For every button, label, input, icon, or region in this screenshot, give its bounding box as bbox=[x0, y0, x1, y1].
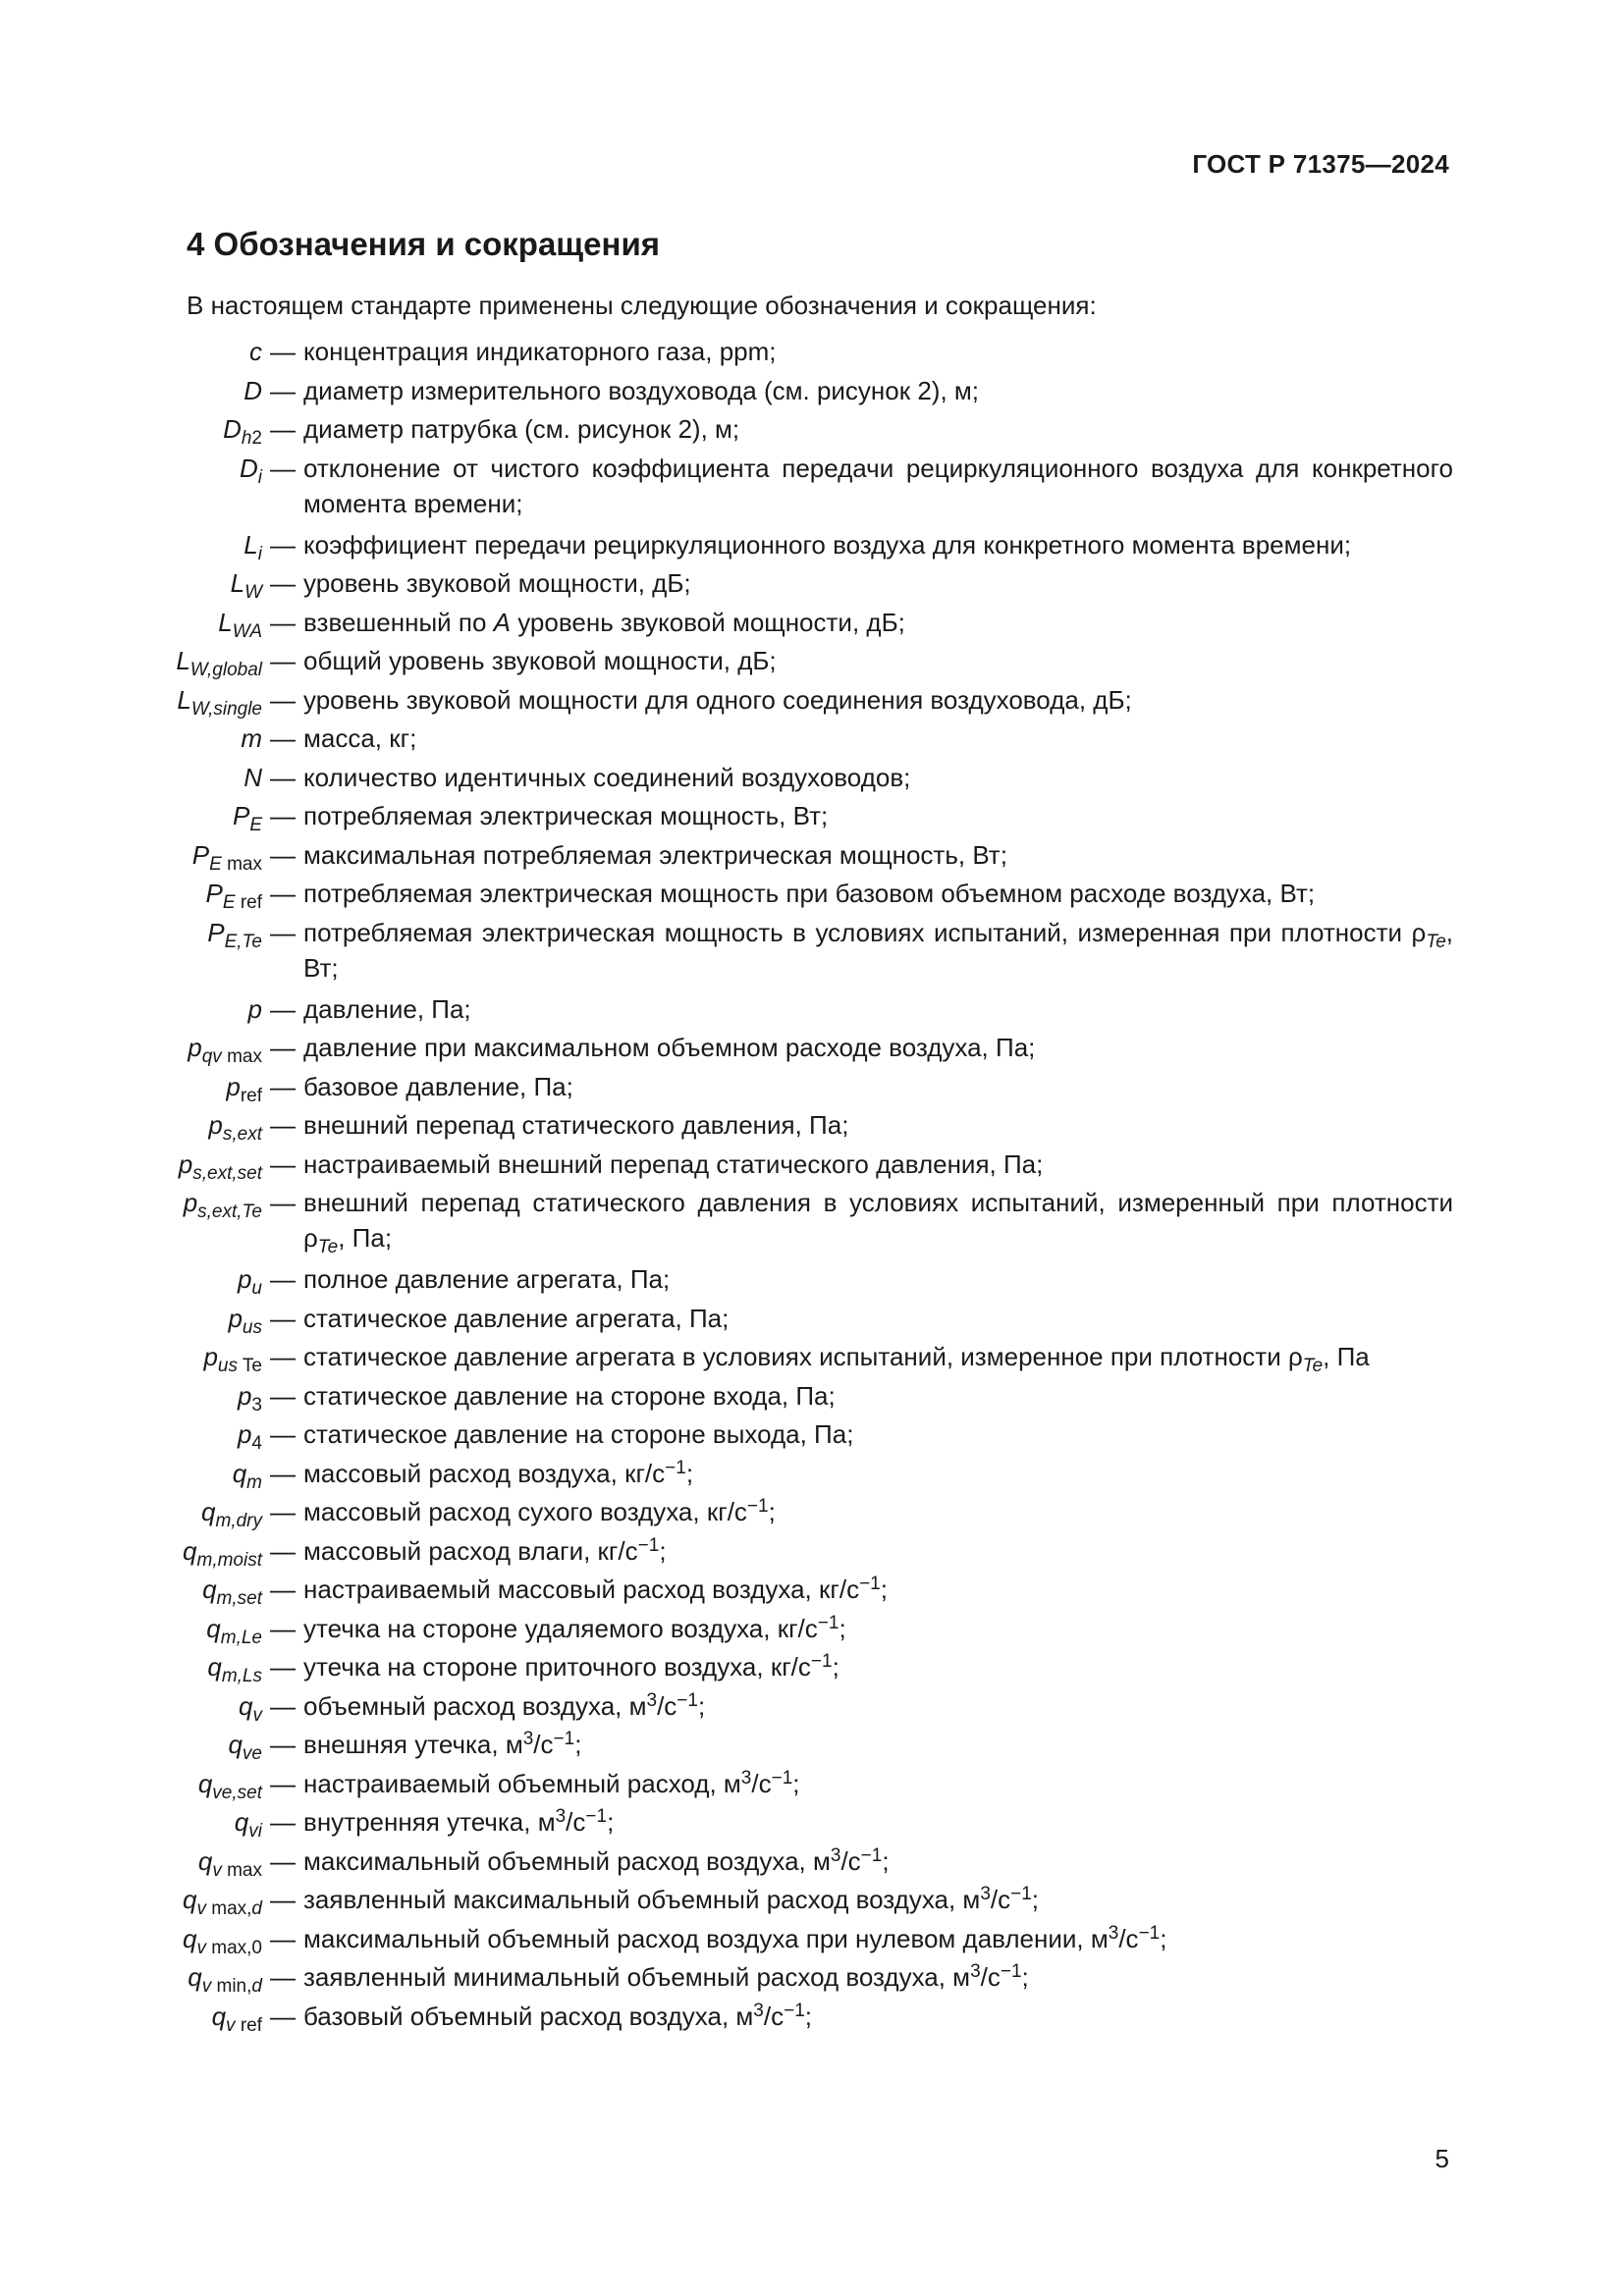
definition-symbol: $L_W$ bbox=[230, 568, 262, 603]
definition-text: потребляемая электрическая мощность, Вт; bbox=[303, 801, 829, 830]
definition-dash: — bbox=[270, 1807, 296, 1837]
definition-dash: — bbox=[270, 2001, 296, 2031]
definition-symbol: p bbox=[247, 993, 262, 1024]
definition-symbol: $q_{m,dry}$ bbox=[201, 1497, 262, 1531]
definition-text: заявленный максимальный объемный расход воздуха, $м^3/с^{-1}$; bbox=[303, 1884, 1040, 1914]
definition-symbol: D bbox=[244, 375, 262, 405]
definition-dash: — bbox=[270, 1188, 296, 1217]
definition-item bbox=[147, 991, 1453, 1031]
definition-text: отклонение от чистого коэффициента передачи рециркуляционного воздуха для конкретного момента времени; bbox=[303, 453, 1453, 518]
definition-text: потребляемая электрическая мощность в условиях испытаний, измеренная при плотности $\rho_{Te}$, Вт; bbox=[303, 917, 1453, 983]
definition-dash: — bbox=[270, 1613, 296, 1643]
definition-dash: — bbox=[270, 1303, 296, 1333]
definition-item bbox=[147, 1185, 1453, 1261]
definition-text: уровень звуковой мощности для одного соединения воздуховода, дБ; bbox=[303, 684, 1132, 715]
definition-item bbox=[147, 915, 1453, 991]
definition-symbol: $P_{E ref}$ bbox=[205, 879, 262, 913]
definition-item bbox=[147, 1147, 1453, 1186]
definition-item bbox=[147, 1416, 1453, 1456]
definition-dash: — bbox=[270, 646, 296, 675]
definition-item bbox=[147, 760, 1453, 799]
definition-item bbox=[147, 1882, 1453, 1921]
definition-item bbox=[147, 1456, 1453, 1495]
definition-symbol: $P_{E max}$ bbox=[191, 839, 262, 875]
definition-symbol: $q_{v max,0}$ bbox=[183, 1923, 262, 1958]
definition-item bbox=[147, 411, 1453, 451]
definition-symbol: $q_{m,Le}$ bbox=[206, 1613, 262, 1648]
definition-dash: — bbox=[270, 762, 296, 792]
definition-symbol: $q_{m,moist}$ bbox=[183, 1535, 262, 1571]
definition-symbol: $q_v$ bbox=[239, 1690, 262, 1726]
definition-text: внутренняя утечка, $м^3/с^{-1}$; bbox=[303, 1806, 615, 1837]
definition-text: базовое давление, Па; bbox=[303, 1071, 573, 1101]
definition-text: настраиваемый объемный расход, $м^3/с^{-1}$; bbox=[303, 1767, 800, 1798]
definition-symbol: $p_{us}$ bbox=[228, 1303, 262, 1338]
definition-text: давление, Па; bbox=[303, 993, 471, 1024]
definition-item bbox=[147, 451, 1453, 527]
definition-symbol: $L_{W,global}$ bbox=[176, 646, 262, 680]
definition-symbol: $D_i$ bbox=[239, 453, 262, 488]
definition-symbol: $q_{v ref}$ bbox=[211, 2001, 262, 2036]
definition-item bbox=[147, 682, 1453, 721]
definition-item bbox=[147, 1261, 1453, 1301]
definition-text: массовый расход воздуха, $кг/с^{-1}$; bbox=[303, 1457, 694, 1488]
definition-symbol: $p_{us Te}$ bbox=[203, 1342, 262, 1376]
definition-item bbox=[147, 605, 1453, 644]
definition-text: статическое давление агрегата, Па; bbox=[303, 1303, 730, 1333]
definition-dash: — bbox=[270, 993, 296, 1024]
definition-symbol: $P_{E,Te}$ bbox=[207, 917, 262, 952]
definition-item bbox=[147, 373, 1453, 412]
definition-dash: — bbox=[270, 879, 296, 908]
section-title: 4 Обозначения и сокращения bbox=[187, 226, 660, 262]
definition-dash: — bbox=[270, 1652, 296, 1682]
definition-symbol: $p_u$ bbox=[237, 1264, 262, 1299]
definition-item bbox=[147, 1999, 1453, 2038]
definition-symbol: $q_{m,Ls}$ bbox=[207, 1652, 262, 1686]
definition-item bbox=[147, 1649, 1453, 1688]
definition-text: общий уровень звуковой мощности, дБ; bbox=[303, 646, 777, 675]
definition-item bbox=[147, 1572, 1453, 1611]
definition-dash: — bbox=[270, 1962, 296, 1992]
definition-dash: — bbox=[270, 1535, 296, 1566]
definition-text: статическое давление на стороне выхода, Па; bbox=[303, 1419, 854, 1449]
definition-item bbox=[147, 1921, 1453, 1960]
definition-item bbox=[147, 1611, 1453, 1650]
definition-dash: — bbox=[270, 723, 296, 753]
definition-text: концентрация индикаторного газа, ppm; bbox=[303, 337, 777, 366]
definition-text: давление при максимальном объемном расходе воздуха, Па; bbox=[303, 1033, 1036, 1062]
definition-symbol: $L_{WA}$ bbox=[218, 607, 262, 642]
definition-dash: — bbox=[270, 1110, 296, 1140]
definition-symbol: $p_{s,ext,set}$ bbox=[178, 1148, 262, 1184]
definition-item bbox=[147, 837, 1453, 877]
definition-dash: — bbox=[270, 1497, 296, 1526]
definition-item bbox=[147, 1378, 1453, 1417]
definition-text: взвешенный по A уровень звуковой мощности, дБ; bbox=[303, 607, 905, 637]
definition-item bbox=[147, 1804, 1453, 1843]
definition-dash: — bbox=[270, 1730, 296, 1759]
definition-text: коэффициент передачи рециркуляционного воздуха для конкретного момента времени; bbox=[303, 529, 1352, 560]
definition-dash: — bbox=[270, 568, 296, 598]
definition-text: базовый объемный расход воздуха, $м^3/с^{-1}$; bbox=[303, 2000, 812, 2031]
definition-dash: — bbox=[270, 1575, 296, 1604]
definition-dash: — bbox=[270, 1923, 296, 1953]
definition-item bbox=[147, 1533, 1453, 1573]
definition-text: утечка на стороне приточного воздуха, $кг/с^{-1}$; bbox=[303, 1651, 839, 1682]
definition-symbol: $p_4$ bbox=[237, 1419, 262, 1454]
definition-dash: — bbox=[270, 1033, 296, 1062]
definition-symbol: $p_{ref}$ bbox=[226, 1071, 262, 1106]
definition-item bbox=[147, 1959, 1453, 1999]
definition-text: полное давление агрегата, Па; bbox=[303, 1264, 671, 1294]
definition-item bbox=[147, 527, 1453, 566]
definition-symbol: c bbox=[249, 337, 262, 366]
definition-text: максимальный объемный расход воздуха, $м^3/с^{-1}$; bbox=[303, 1844, 890, 1876]
definition-text: потребляемая электрическая мощность при базовом объемном расходе воздуха, Вт; bbox=[303, 879, 1316, 908]
definitions-list bbox=[147, 334, 1453, 2037]
definition-dash: — bbox=[270, 684, 296, 715]
definition-item bbox=[147, 876, 1453, 915]
definition-dash: — bbox=[270, 1380, 296, 1411]
definition-text: объемный расход воздуха, $м^3/с^{-1}$; bbox=[303, 1689, 706, 1721]
section-intro: В настоящем стандарте применены следующие обозначения и сокращения: bbox=[187, 291, 1097, 320]
definition-symbol: $q_{vi}$ bbox=[234, 1807, 262, 1842]
definition-item bbox=[147, 643, 1453, 682]
definition-dash: — bbox=[270, 1845, 296, 1876]
definition-dash: — bbox=[270, 1148, 296, 1179]
definition-symbol: $L_{W,single}$ bbox=[177, 684, 262, 720]
definition-text: заявленный минимальный объемный расход воздуха, $м^3/с^{-1}$; bbox=[303, 1961, 1029, 1992]
definition-symbol: $P_E$ bbox=[232, 801, 262, 835]
definition-dash: — bbox=[270, 917, 296, 947]
definition-symbol: m bbox=[241, 723, 262, 753]
definition-item bbox=[147, 1688, 1453, 1728]
definition-text: настраиваемый массовый расход воздуха, $кг/с^{-1}$; bbox=[303, 1574, 888, 1604]
definition-symbol: $q_{v max,d}$ bbox=[183, 1885, 262, 1919]
definition-symbol: $p_{s,ext,Te}$ bbox=[183, 1188, 262, 1222]
definition-item bbox=[147, 1069, 1453, 1108]
definition-dash: — bbox=[270, 607, 296, 637]
definition-dash: — bbox=[270, 1419, 296, 1449]
definition-text: максимальный объемный расход воздуха при нулевом давлении, $м^3/с^{-1}$; bbox=[303, 1922, 1167, 1953]
definition-symbol: $q_{v max}$ bbox=[197, 1845, 262, 1881]
definition-dash: — bbox=[270, 1458, 296, 1488]
definition-symbol: $q_{v min,d}$ bbox=[188, 1962, 262, 1997]
page-number: 5 bbox=[1435, 2144, 1449, 2173]
definition-item bbox=[147, 1843, 1453, 1883]
definition-dash: — bbox=[270, 1264, 296, 1294]
document-code: ГОСТ Р 71375—2024 bbox=[1192, 149, 1449, 179]
definition-item bbox=[147, 798, 1453, 837]
definition-dash: — bbox=[270, 839, 296, 870]
definition-dash: — bbox=[270, 1885, 296, 1914]
definition-symbol: $p_3$ bbox=[237, 1380, 262, 1415]
definition-item bbox=[147, 1766, 1453, 1805]
definition-text: внешний перепад статического давления в условиях испытаний, измеренный при плотности $\rho_{Te}$, Па; bbox=[303, 1188, 1453, 1257]
definition-dash: — bbox=[270, 337, 296, 366]
definition-text: максимальная потребляемая электрическая мощность, Вт; bbox=[303, 839, 1007, 870]
definition-text: диаметр измерительного воздуховода (см. рисунок 2), м; bbox=[303, 375, 980, 405]
definition-dash: — bbox=[270, 1071, 296, 1101]
definition-dash: — bbox=[270, 375, 296, 405]
definition-text: количество идентичных соединений воздуховодов; bbox=[303, 762, 911, 792]
definition-symbol: $q_{m,set}$ bbox=[202, 1575, 262, 1609]
definition-text: внешний перепад статического давления, Па; bbox=[303, 1110, 849, 1140]
definition-item bbox=[147, 721, 1453, 760]
definition-item bbox=[147, 565, 1453, 605]
definition-symbol: $p_{qv max}$ bbox=[188, 1033, 262, 1067]
definition-text: статическое давление на стороне входа, Па; bbox=[303, 1380, 836, 1411]
definition-item bbox=[147, 1107, 1453, 1147]
definition-dash: — bbox=[270, 1690, 296, 1721]
definition-item bbox=[147, 1339, 1453, 1378]
definition-text: масса, кг; bbox=[303, 723, 417, 753]
definition-item bbox=[147, 1301, 1453, 1340]
definition-symbol: $q_{ve,set}$ bbox=[197, 1768, 262, 1803]
definition-dash: — bbox=[270, 529, 296, 560]
definition-text: статическое давление агрегата в условиях испытаний, измеренное при плотности $\rho_{Te}$, Па bbox=[303, 1342, 1370, 1376]
definition-dash: — bbox=[270, 1768, 296, 1798]
definition-text: массовый расход влаги, $кг/с^{-1}$; bbox=[303, 1534, 667, 1566]
definition-item bbox=[147, 334, 1453, 373]
definition-dash: — bbox=[270, 1342, 296, 1371]
definition-symbol: $p_{s,ext}$ bbox=[208, 1110, 262, 1145]
definition-dash: — bbox=[270, 414, 296, 444]
definition-symbol: $D_{h2}$ bbox=[223, 414, 262, 449]
definition-symbol: N bbox=[244, 762, 262, 792]
definition-item bbox=[147, 1494, 1453, 1533]
definition-symbol: $q_{ve}$ bbox=[228, 1730, 262, 1764]
definition-text: уровень звуковой мощности, дБ; bbox=[303, 568, 691, 598]
definition-symbol: $q_m$ bbox=[232, 1458, 262, 1493]
definition-dash: — bbox=[270, 453, 296, 483]
definition-text: утечка на стороне удаляемого воздуха, $кг/с^{-1}$; bbox=[303, 1612, 846, 1643]
definition-item bbox=[147, 1727, 1453, 1766]
definition-item bbox=[147, 1030, 1453, 1069]
definition-text: внешняя утечка, $м^3/с^{-1}$; bbox=[303, 1729, 582, 1759]
definition-text: настраиваемый внешний перепад статического давления, Па; bbox=[303, 1148, 1044, 1179]
definition-text: массовый расход сухого воздуха, $кг/с^{-1}$; bbox=[303, 1496, 776, 1526]
definition-dash: — bbox=[270, 801, 296, 830]
definition-text: диаметр патрубка (см. рисунок 2), м; bbox=[303, 414, 740, 444]
definition-symbol: $L_i$ bbox=[244, 529, 262, 564]
